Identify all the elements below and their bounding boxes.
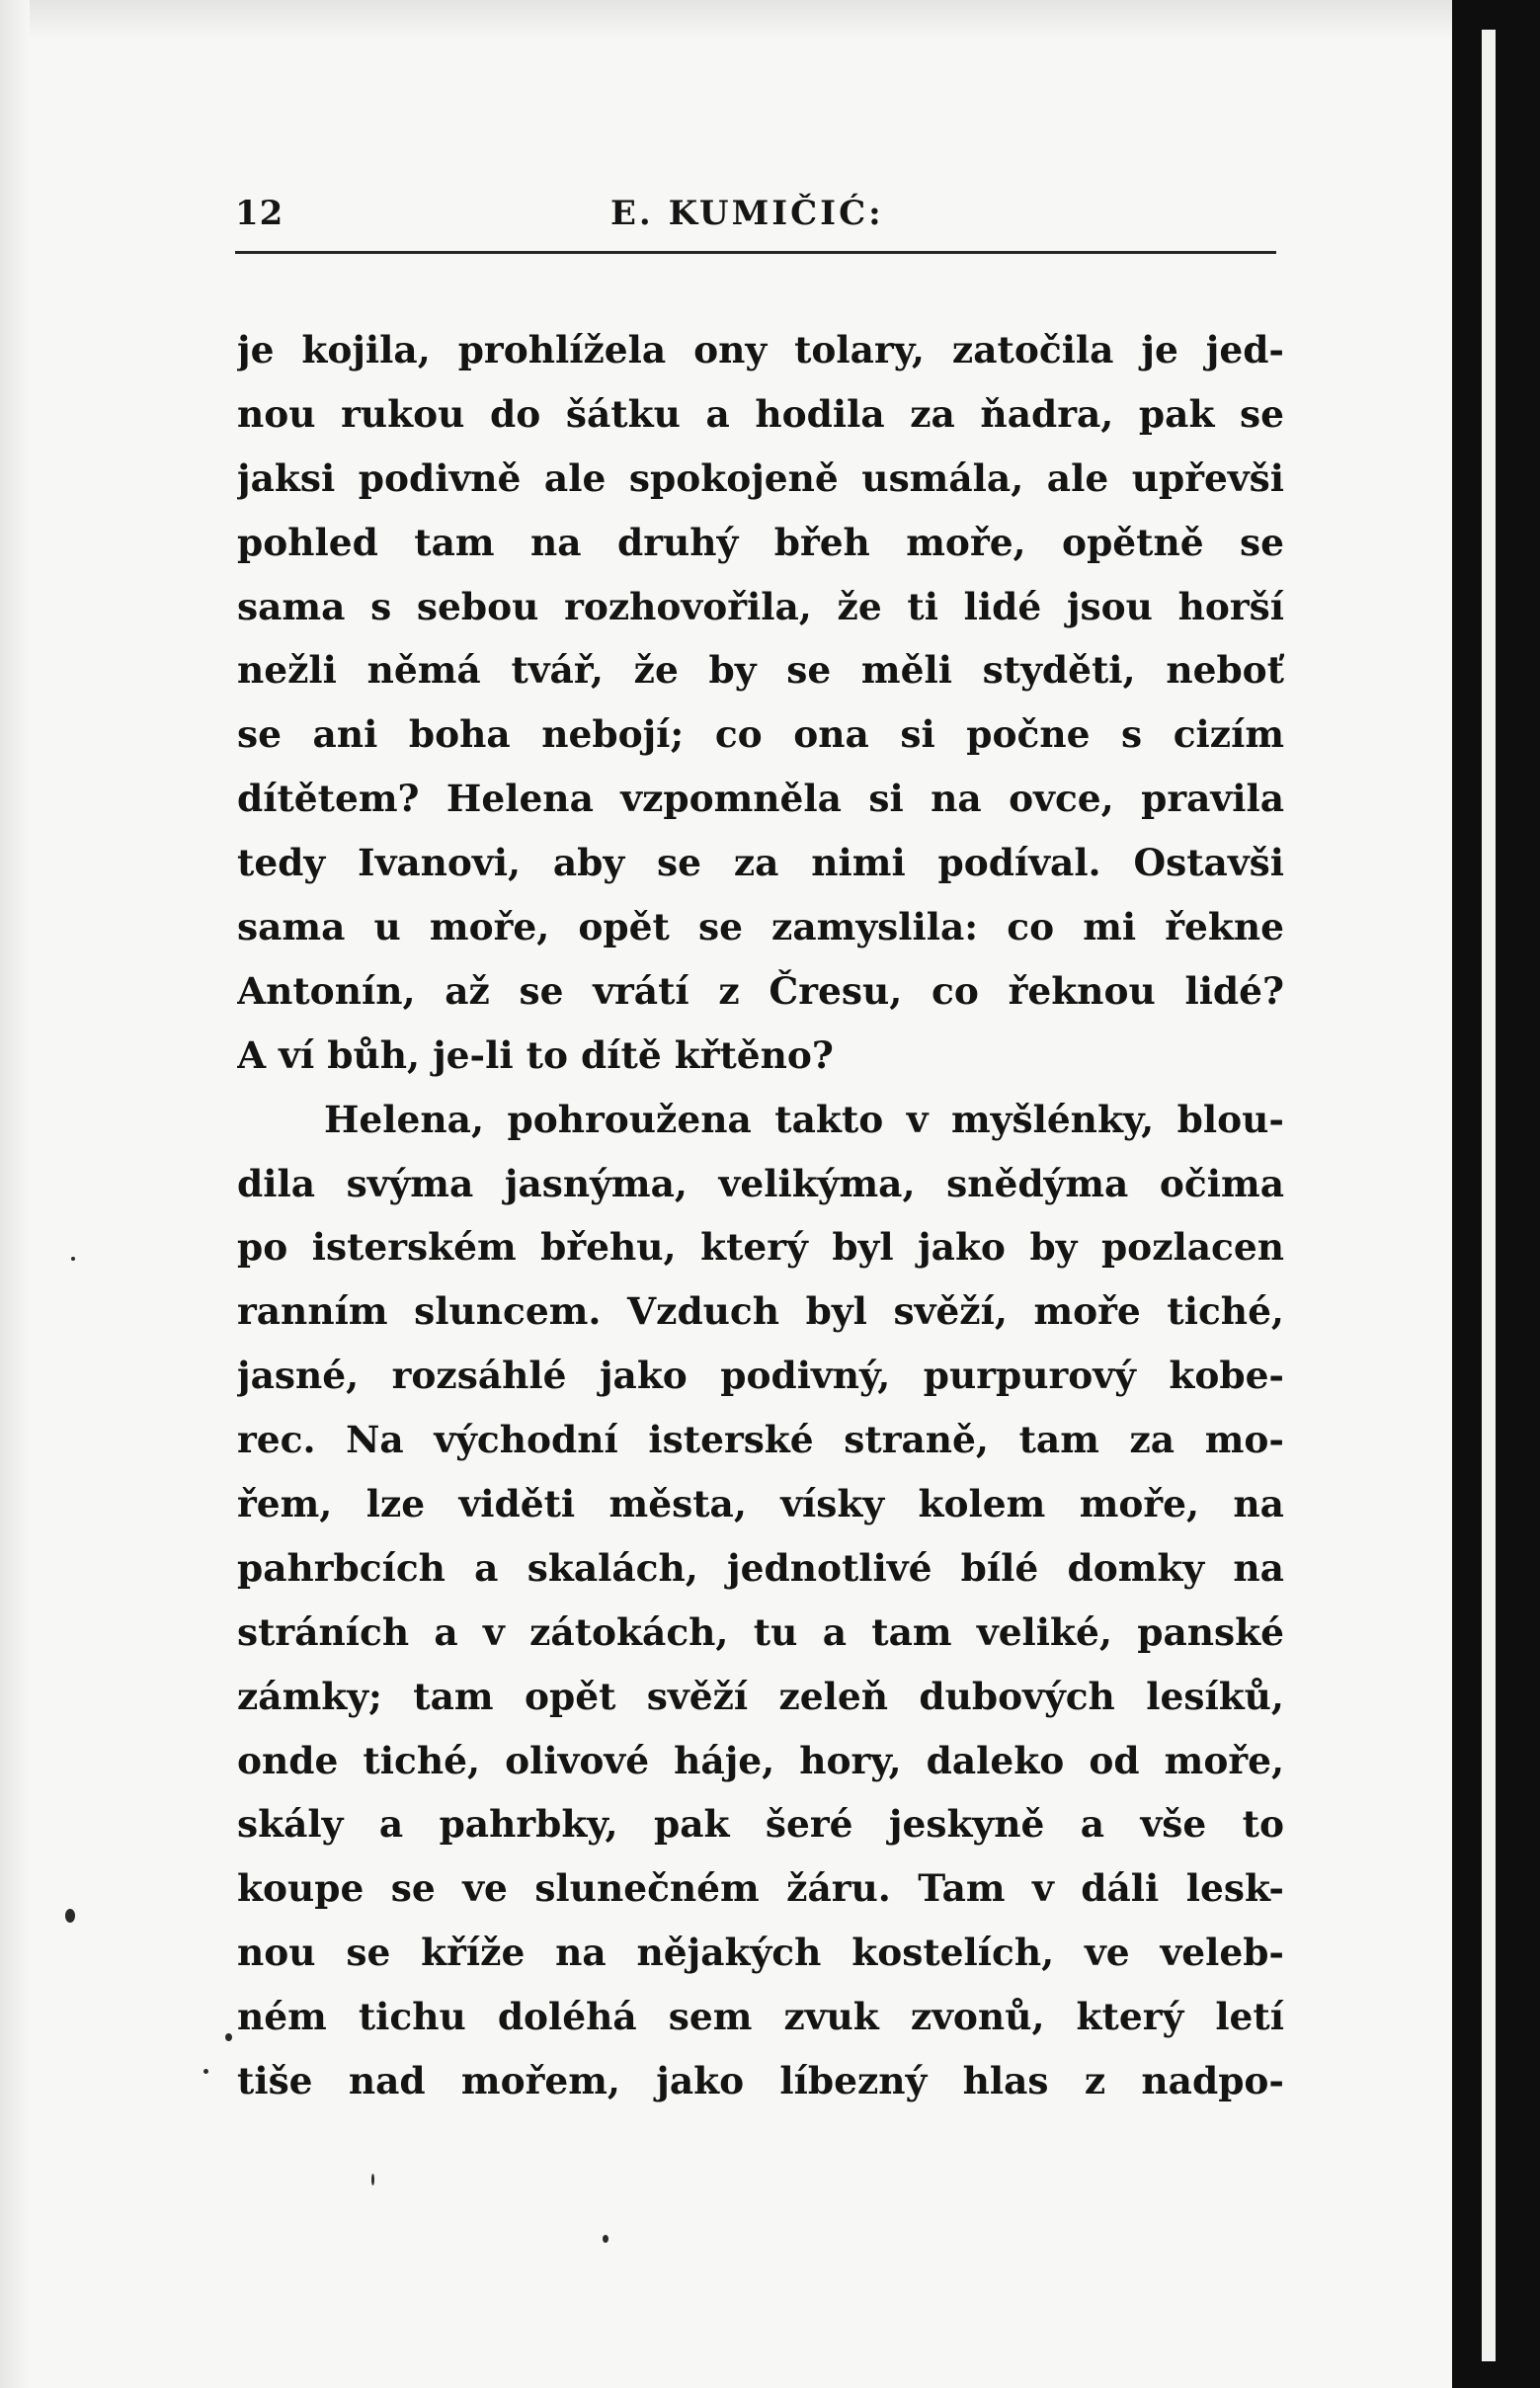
page-top-shadow bbox=[0, 0, 1462, 40]
text-line: onde tiché, olivové háje, hory, daleko od moře, bbox=[237, 1738, 1284, 1782]
text-line: A ví bůh, je-li to dítě křtěno? bbox=[237, 1032, 834, 1077]
text-line: ném tichu doléhá sem zvuk zvonů, který letí bbox=[237, 1995, 1284, 2039]
body-text bbox=[237, 318, 1284, 2113]
book-spine-shadow bbox=[1452, 0, 1540, 2388]
next-page-edge bbox=[1482, 30, 1496, 2361]
text-line: rec. Na východní isterské straně, tam za mo- bbox=[237, 1418, 1284, 1462]
text-line: tiše nad mořem, jako líbezný hlas z nadpo- bbox=[237, 2059, 1284, 2103]
text-line: dítětem? Helena vzpomněla si na ovce, pravila bbox=[237, 777, 1284, 821]
text-line: jasné, rozsáhlé jako podivný, purpurový kobe- bbox=[237, 1354, 1284, 1398]
page-header bbox=[235, 194, 1274, 253]
ink-speck bbox=[225, 2033, 232, 2041]
text-line: je kojila, prohlížela ony tolary, zatočila je jed- bbox=[237, 328, 1284, 371]
text-line: dila svýma jasnýma, velikýma, snědýma očima bbox=[237, 1161, 1284, 1205]
paragraph-start-line: Helena, pohroužena takto v myšlénky, blou- bbox=[324, 1097, 1284, 1141]
text-line: koupe se ve slunečném žáru. Tam v dáli lesk- bbox=[237, 1866, 1284, 1911]
text-line: ranním sluncem. Vzduch byl svěží, moře tiché, bbox=[237, 1289, 1284, 1334]
ink-speck bbox=[371, 2174, 374, 2185]
ink-speck bbox=[65, 1909, 75, 1923]
text-line: sama s sebou rozhovořila, že ti lidé jsou horší bbox=[237, 584, 1284, 628]
text-line: nou rukou do šátku a hodila za ňadra, pak se bbox=[237, 391, 1284, 436]
ink-speck bbox=[71, 1257, 75, 1261]
text-line: skály a pahrbky, pak šeré jeskyně a vše to bbox=[237, 1802, 1284, 1847]
running-head: E. KUMIČIĆ: bbox=[610, 194, 884, 233]
text-line: zámky; tam opět svěží zeleň dubových lesíků, bbox=[237, 1674, 1284, 1718]
text-line: řem, lze viděti města, vísky kolem moře, na bbox=[237, 1482, 1284, 1526]
ink-speck bbox=[203, 2069, 208, 2074]
text-line: pahrbcích a skalách, jednotlivé bílé domky na bbox=[237, 1545, 1284, 1590]
text-line: se ani boha nebojí; co ona si počne s cizím bbox=[237, 712, 1284, 757]
text-line: nežli němá tvář, že by se měli styděti, neboť bbox=[237, 648, 1284, 693]
text-line: stráních a v zátokách, tu a tam veliké, panské bbox=[237, 1609, 1284, 1654]
ink-speck bbox=[603, 2235, 608, 2243]
text-line: tedy Ivanovi, aby se za nimi podíval. Ostavši bbox=[237, 841, 1284, 885]
text-line: pohled tam na druhý břeh moře, opětně se bbox=[237, 520, 1284, 564]
text-line: jaksi podivně ale spokojeně usmála, ale upřevši bbox=[237, 455, 1284, 500]
text-line: sama u moře, opět se zamyslila: co mi řekne bbox=[237, 905, 1284, 949]
text-line: nou se kříže na nějakých kostelích, ve veleb- bbox=[237, 1931, 1284, 1975]
page-number: 12 bbox=[235, 194, 284, 233]
text-line: Antonín, až se vrátí z Čresu, co řeknou lidé? bbox=[237, 968, 1284, 1013]
text-line: po isterském břehu, který byl jako by pozlacen bbox=[237, 1225, 1284, 1270]
page-left-shadow bbox=[0, 0, 30, 2388]
header-rule bbox=[235, 251, 1276, 254]
